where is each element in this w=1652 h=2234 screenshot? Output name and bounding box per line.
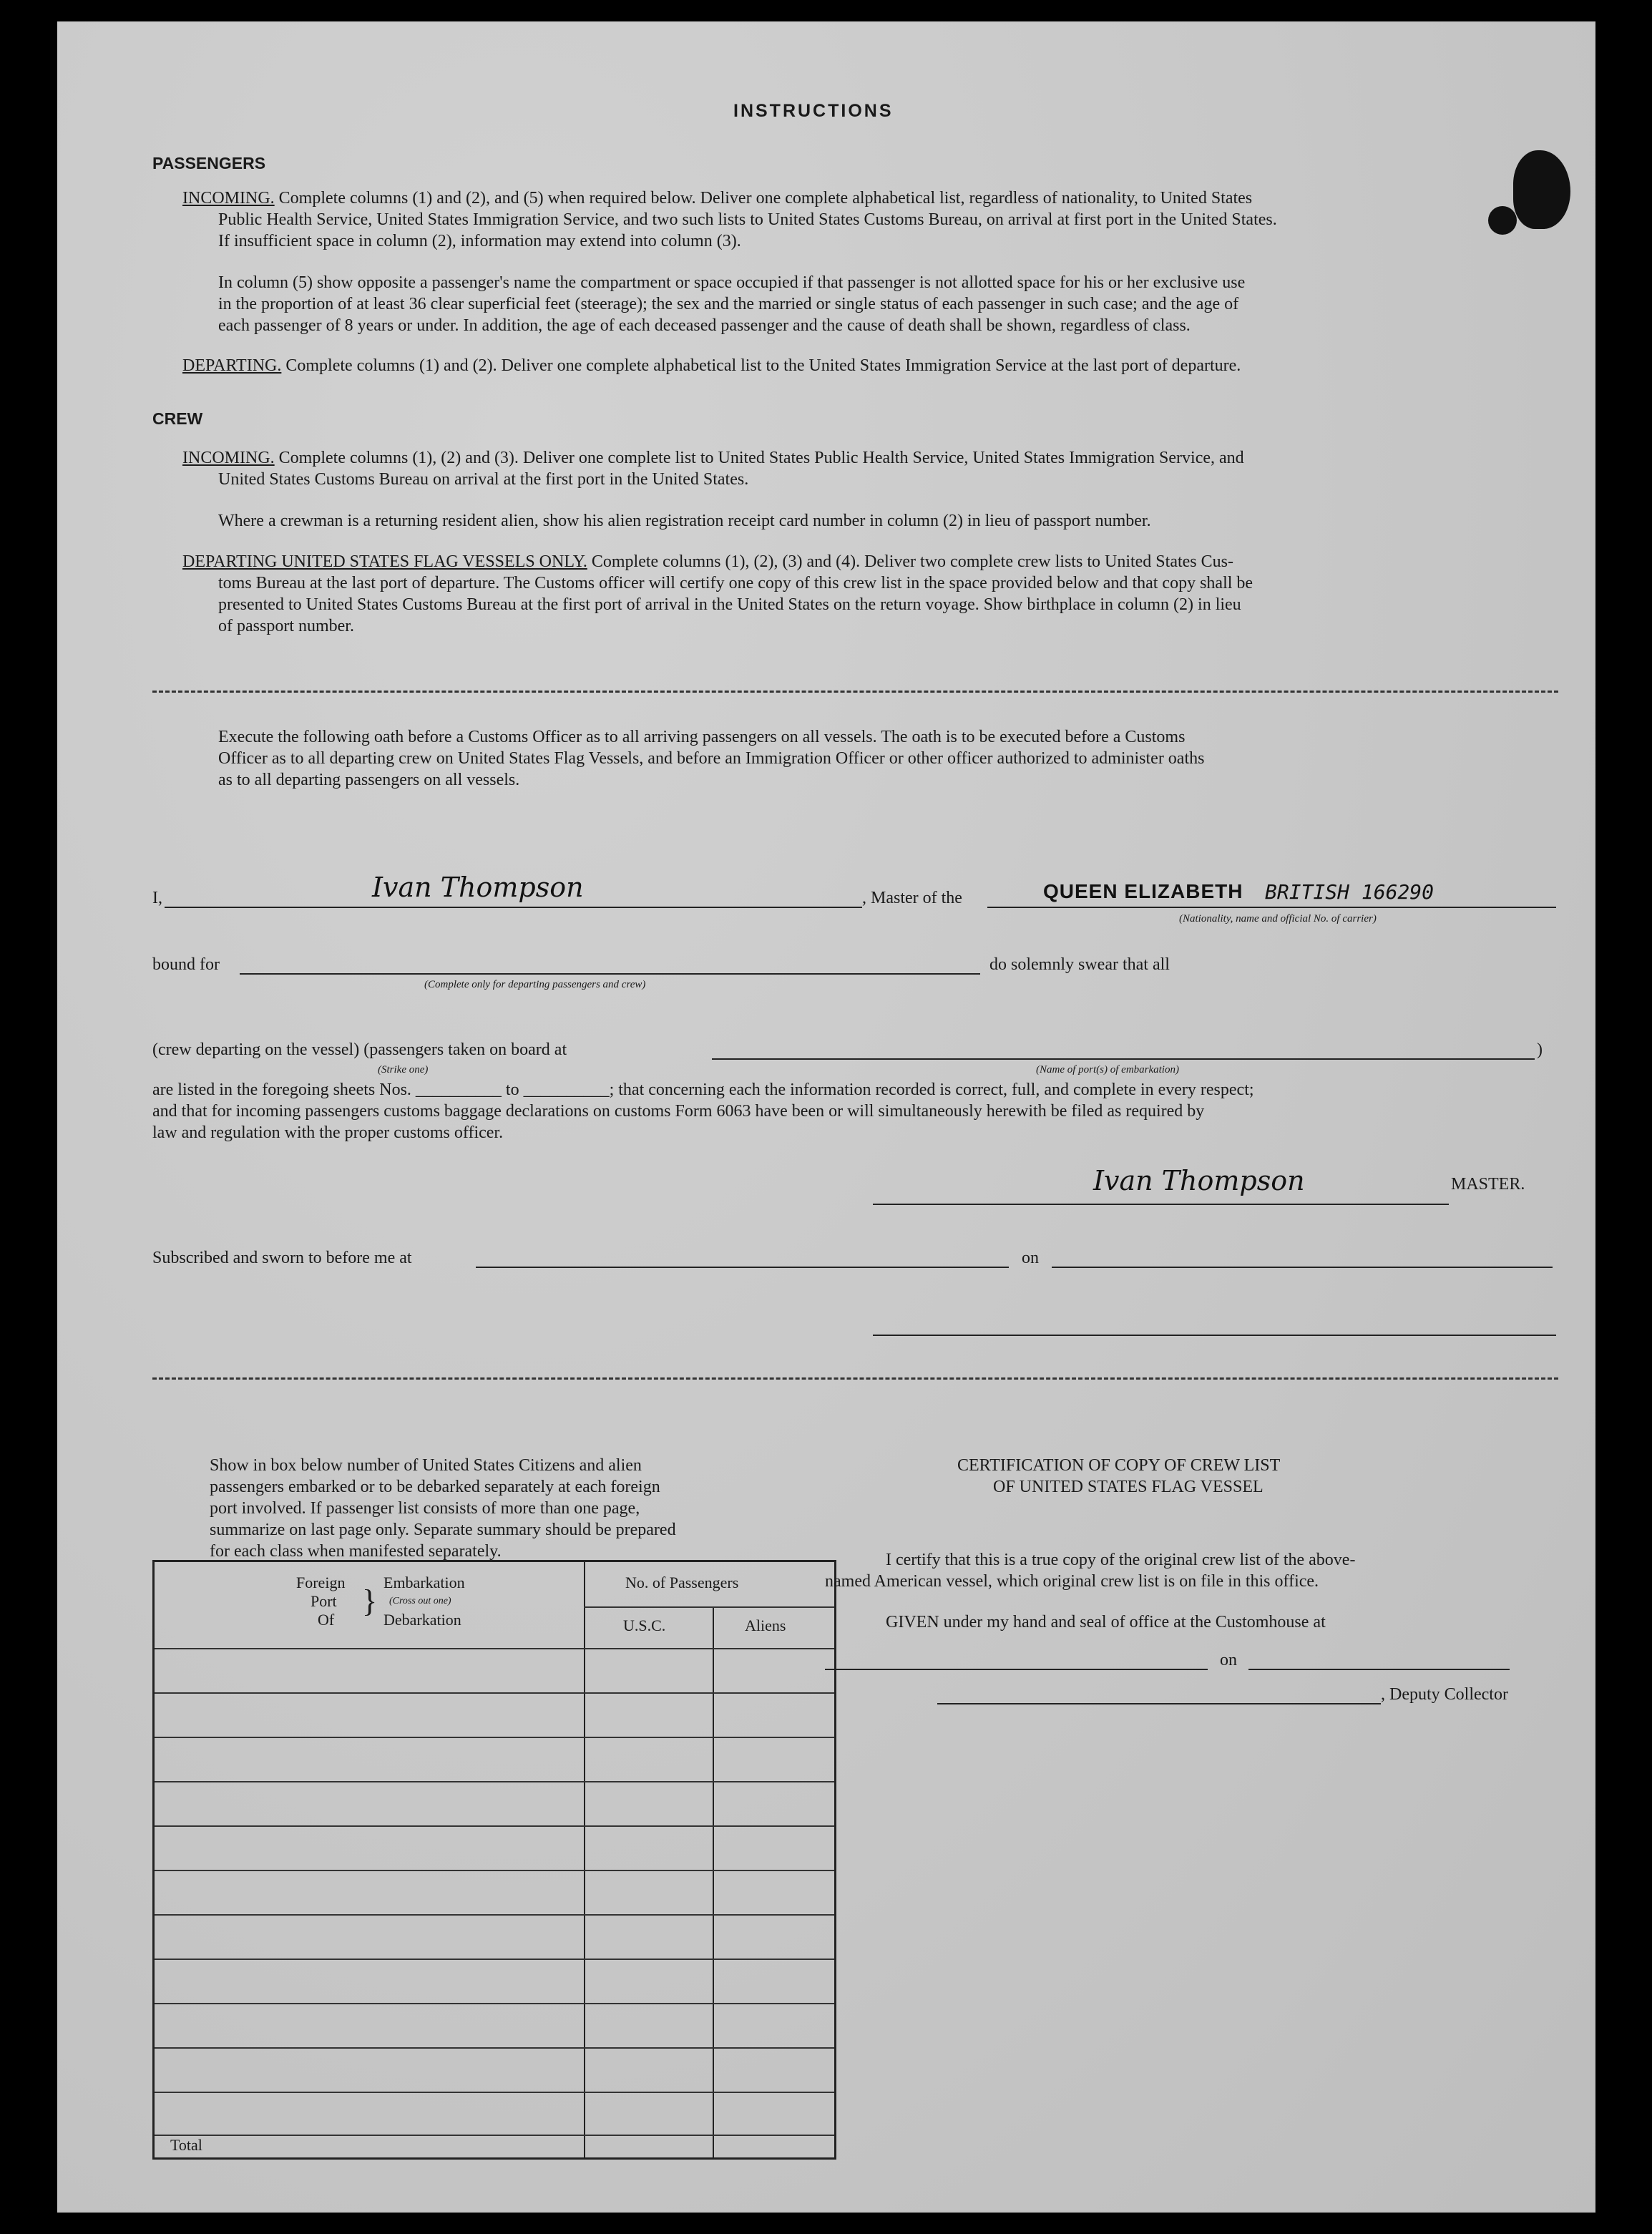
listed-line-2: and that for incoming passengers customs baggage declarations on customs Form 6063 have been or will simultaneously herewith be filed as required by bbox=[152, 1102, 1205, 1121]
table-row bbox=[155, 1825, 834, 1827]
master-signature-line bbox=[873, 1204, 1449, 1205]
crew-departing-line-2: toms Bureau at the last port of departure. The Customs officer will certify one copy of this crew list in the space provided below and that copy shall be bbox=[218, 574, 1253, 592]
ports-line bbox=[712, 1058, 1535, 1060]
customhouse-line bbox=[825, 1669, 1208, 1670]
subscribed-label: Subscribed and sworn to before me at bbox=[152, 1249, 412, 1267]
summary-line-2: passengers embarked or to be debarked separately at each foreign bbox=[210, 1478, 660, 1496]
table-row bbox=[155, 1781, 834, 1782]
bound-for-label: bound for bbox=[152, 955, 220, 974]
crew-departing-label-oath: (crew departing on the vessel) (passengers taken on board at bbox=[152, 1040, 567, 1059]
table-row bbox=[155, 1737, 834, 1738]
master-name-line bbox=[165, 907, 862, 908]
certification-date-line bbox=[1248, 1669, 1510, 1670]
officer-signature-line bbox=[873, 1335, 1556, 1336]
master-of-label: , Master of the bbox=[862, 889, 962, 907]
crew-heading: CREW bbox=[152, 409, 203, 428]
strike-caption: (Strike one) bbox=[378, 1064, 429, 1075]
summary-line-1: Show in box below number of United States Citizens and alien bbox=[210, 1456, 642, 1475]
column5-line-3: each passenger of 8 years or under. In addition, the age of each deceased passenger and the cause of death shall be shown, regardless of class. bbox=[218, 316, 1191, 335]
master-signature: Ivan Thompson bbox=[372, 872, 584, 903]
master-label: MASTER. bbox=[1451, 1175, 1525, 1194]
passengers-incoming-line-3: If insufficient space in column (2), information may extend into column (3). bbox=[218, 232, 741, 250]
table-row bbox=[155, 2135, 834, 2136]
oath-intro-line-2: Officer as to all departing crew on United States Flag Vessels, and before an Immigration Officer or other officer authorized to administer oaths bbox=[218, 749, 1205, 768]
passengers-incoming-text bbox=[182, 187, 1252, 209]
passengers-incoming-label: INCOMING. bbox=[182, 189, 275, 208]
bound-for-caption: (Complete only for departing passengers and crew) bbox=[424, 979, 646, 990]
subscribed-date-line bbox=[1052, 1267, 1553, 1268]
swear-label: do solemnly swear that all bbox=[989, 955, 1170, 974]
crew-incoming-line-1: Complete columns (1), (2) and (3). Deliver one complete list to United States Public Health Service, United States Immigration Service, and bbox=[278, 449, 1244, 467]
summary-line-3: port involved. If passenger list consists of more than one page, bbox=[210, 1499, 640, 1518]
bound-for-line bbox=[240, 973, 980, 975]
summary-line-5: for each class when manifested separately. bbox=[210, 1542, 502, 1561]
crew-resident-text: Where a crewman is a returning resident alien, show his alien registration receipt card number in column (2) in lieu of passport number. bbox=[218, 512, 1151, 530]
ink-blot bbox=[1513, 150, 1570, 229]
section-divider bbox=[152, 1377, 1558, 1380]
col-of: Of bbox=[318, 1611, 335, 1629]
col-debarkation: Debarkation bbox=[383, 1611, 461, 1629]
table-row bbox=[155, 1914, 834, 1916]
close-paren: ) bbox=[1537, 1040, 1543, 1059]
passengers-departing bbox=[182, 355, 1241, 376]
certify-line-1: I certify that this is a true copy of the original crew list of the above- bbox=[886, 1551, 1356, 1569]
passengers-incoming-line-2: Public Health Service, United States Immigration Service, and two such lists to United States Customs Bureau, on arrival at first port in the United States. bbox=[218, 210, 1277, 229]
master-signature-2: Ivan Thompson bbox=[1093, 1165, 1305, 1196]
table-row bbox=[155, 2092, 834, 2093]
crew-incoming-line-2: United States Customs Bureau on arrival at the first port in the United States. bbox=[218, 470, 749, 489]
listed-line-1: are listed in the foregoing sheets Nos. __________ to __________; that concerning each the information recorded is correct, full, and complete in every respect; bbox=[152, 1081, 1254, 1099]
total-label: Total bbox=[170, 2136, 202, 2154]
crew-incoming-label: INCOMING. bbox=[182, 449, 275, 467]
deputy-label: , Deputy Collector bbox=[1381, 1685, 1508, 1704]
table-divider bbox=[584, 1606, 834, 1608]
col-crossout: (Cross out one) bbox=[389, 1596, 451, 1606]
summary-line-4: summarize on last page only. Separate summary should be prepared bbox=[210, 1521, 676, 1539]
oath-intro-line-1: Execute the following oath before a Customs Officer as to all arriving passengers on all vessels. The oath is to be executed before a Customs bbox=[218, 728, 1186, 746]
certification-title-2: OF UNITED STATES FLAG VESSEL bbox=[993, 1478, 1264, 1496]
brace-glyph: } bbox=[362, 1584, 378, 1619]
crew-departing-line-4: of passport number. bbox=[218, 617, 354, 635]
table-row bbox=[155, 1692, 834, 1694]
subscribed-on-label: on bbox=[1022, 1249, 1039, 1267]
table-row bbox=[155, 2047, 834, 2049]
col-aliens: Aliens bbox=[745, 1616, 786, 1634]
crew-departing-line-3: presented to United States Customs Bureau at the first port of arrival in the United States on the return voyage. Show birthplace in column (2) in lieu bbox=[218, 595, 1241, 614]
crew-incoming-text bbox=[182, 447, 1244, 469]
table-row bbox=[155, 1870, 834, 1871]
crew-list-document bbox=[57, 21, 1595, 2213]
table-row bbox=[155, 1959, 834, 1960]
listed-line-3: law and regulation with the proper customs officer. bbox=[152, 1123, 504, 1142]
crew-departing-line-1: Complete columns (1), (2), (3) and (4). Deliver two complete crew lists to United States Cus- bbox=[591, 552, 1233, 571]
section-divider bbox=[152, 691, 1558, 693]
table-row bbox=[155, 1648, 834, 1649]
passengers-departing-label: DEPARTING. bbox=[182, 356, 282, 375]
ports-caption: (Name of port(s) of embarkation) bbox=[1036, 1064, 1179, 1075]
table-divider bbox=[713, 1606, 714, 2157]
passenger-summary-table bbox=[152, 1560, 836, 2160]
deputy-signature-line bbox=[937, 1703, 1381, 1704]
vessel-caption: (Nationality, name and official No. of carrier) bbox=[1179, 913, 1377, 925]
vessel-name: QUEEN ELIZABETH bbox=[1043, 880, 1243, 902]
certification-title-1: CERTIFICATION OF COPY OF CREW LIST bbox=[957, 1456, 1281, 1475]
passengers-heading: PASSENGERS bbox=[152, 154, 266, 172]
column5-line-1: In column (5) show opposite a passenger's name the compartment or space occupied if that passenger is not allotted space for his or her exclusive use bbox=[218, 273, 1246, 292]
oath-intro-line-3: as to all departing passengers on all vessels. bbox=[218, 771, 520, 789]
ink-blot bbox=[1488, 206, 1517, 235]
oath-i-label: I, bbox=[152, 889, 162, 907]
column5-line-2: in the proportion of at least 36 clear superficial feet (steerage); the sex and the married or single status of each passenger in such case; and the age of bbox=[218, 295, 1239, 313]
col-port: Port bbox=[311, 1592, 337, 1610]
crew-departing-label: DEPARTING UNITED STATES FLAG VESSELS ONLY. bbox=[182, 552, 587, 571]
table-row bbox=[155, 2003, 834, 2004]
certification-on-label: on bbox=[1220, 1651, 1237, 1669]
col-embarkation: Embarkation bbox=[383, 1574, 465, 1591]
vessel-handwritten: BRITISH 166290 bbox=[1265, 880, 1434, 904]
passengers-incoming-line-1: Complete columns (1) and (2), and (5) when required below. Deliver one complete alphabetical list, regardless of nationality, to United States bbox=[278, 189, 1253, 208]
table-divider bbox=[584, 1562, 585, 2157]
col-foreign: Foreign bbox=[296, 1574, 346, 1591]
document-title: INSTRUCTIONS bbox=[733, 101, 894, 121]
given-text: GIVEN under my hand and seal of office at the Customhouse at bbox=[886, 1613, 1326, 1631]
passengers-departing-text: Complete columns (1) and (2). Deliver one complete alphabetical list to the United States Immigration Service at the last port of departure. bbox=[285, 356, 1241, 375]
certify-line-2: named American vessel, which original crew list is on file in this office. bbox=[825, 1572, 1319, 1591]
col-passengers: No. of Passengers bbox=[625, 1574, 739, 1591]
crew-departing-text bbox=[182, 551, 1233, 572]
vessel-line bbox=[987, 907, 1556, 908]
subscribed-place-line bbox=[476, 1267, 1009, 1268]
col-usc: U.S.C. bbox=[623, 1616, 666, 1634]
